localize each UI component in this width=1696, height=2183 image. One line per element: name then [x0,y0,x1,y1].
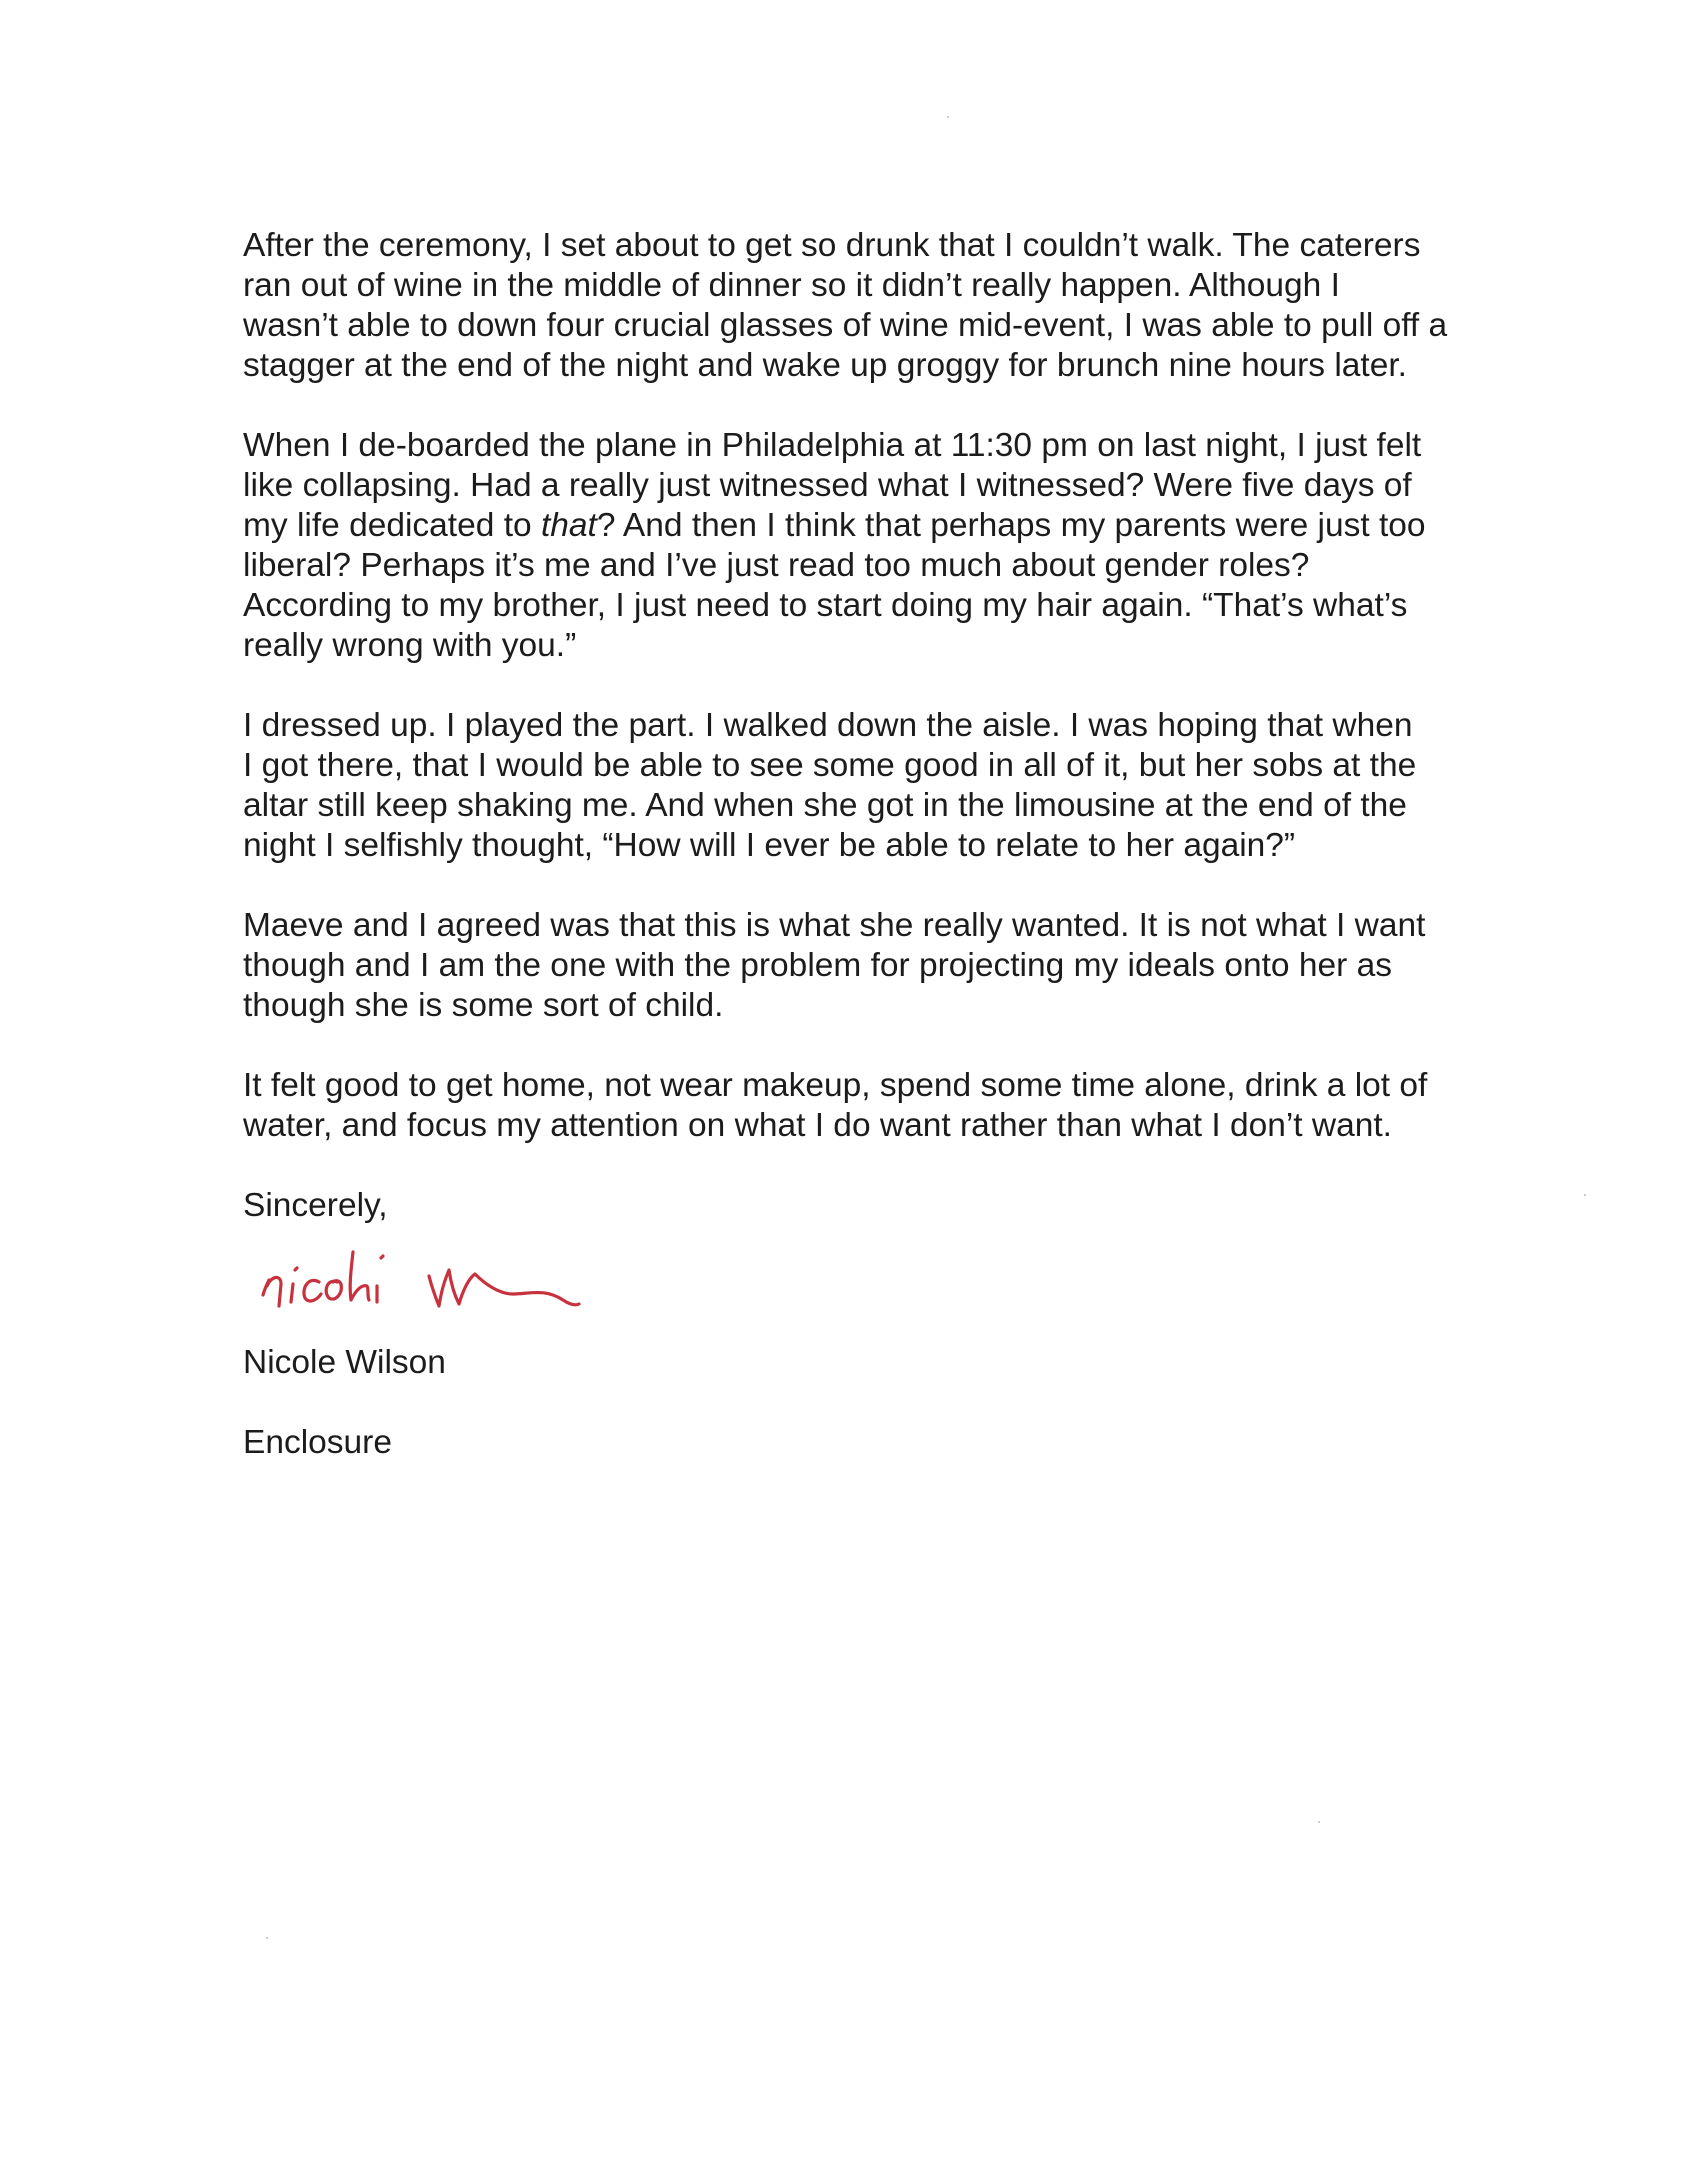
closing-salutation: Sincerely, [243,1187,388,1224]
scan-speck [1318,1821,1320,1823]
scan-speck [947,116,949,118]
scan-speck [1584,1194,1586,1196]
paragraph-text: When I de-boarded the plane in Philadelphia at 11:30 pm on last night, I just felt like collapsing. Had a really just witnessed what I witnessed? Were five days of my life dedicated to [243,427,1422,544]
paragraph-philadelphia [243,426,1483,666]
letter-body [243,226,1483,1226]
signer-name: Nicole Wilson [243,1344,446,1381]
enclosure-note: Enclosure [243,1424,392,1461]
paragraph-dressed-up: I dressed up. I played the part. I walked down the aisle. I was hoping that when I got there, that I would be able to see some good in all of it, but her sobs at the altar still keep shaking me. And when she got in the limousine at the end of the night I selfishly thought, “How will I ever be able to relate to her again?” [243,707,1417,864]
emphasis-that: that [540,507,597,544]
scan-speck [266,1937,268,1939]
paragraph-home: It felt good to get home, not wear makeup, spend some time alone, drink a lot of water, and focus my attention on what I do want rather than what I don’t want. [243,1067,1428,1144]
paragraph-maeve: Maeve and I agreed was that this is what she really wanted. It is not what I want though and I am the one with the problem for projecting my ideals onto her as though she is some sort of child. [243,907,1426,1024]
paragraph-text: ? And then I think that perhaps my parents were just too liberal? Perhaps it’s me and I’ve just read too much about gender roles? According to my brother, I just need to start doing my hair again. “That’s what’s really wrong with you.” [243,507,1426,664]
paragraph-ceremony: After the ceremony, I set about to get so drunk that I couldn’t walk. The caterers ran out of wine in the middle of dinner so it didn’t really happen. Although I wasn’t able to down four crucial glasses of wine mid-event, I was able to pull off a stagger at the end of the night and wake up groggy for brunch nine hours later. [243,227,1448,384]
handwritten-signature [253,1240,593,1330]
